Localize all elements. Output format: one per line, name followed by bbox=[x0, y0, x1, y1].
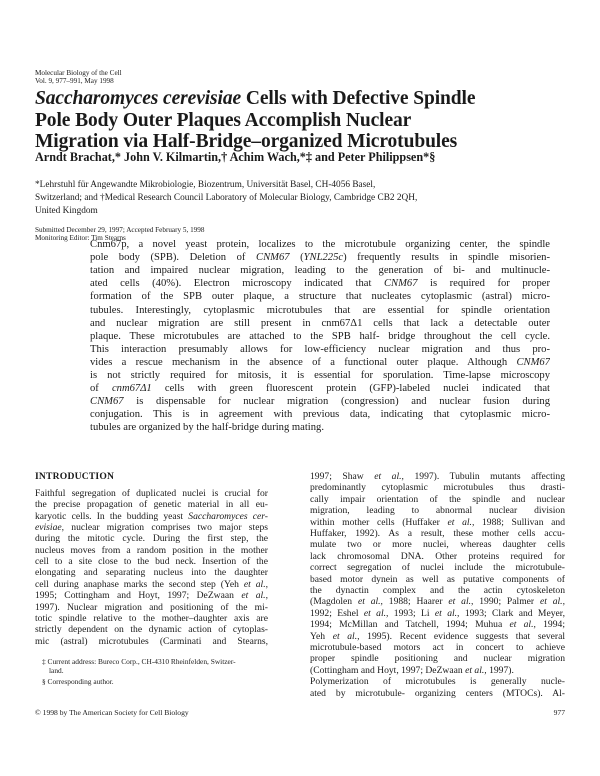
text-run: pole body (SPB). Deletion of bbox=[90, 252, 257, 264]
italic-text: et al., bbox=[243, 578, 268, 590]
text-run: (Magdolen bbox=[310, 596, 358, 608]
text-line bbox=[35, 499, 268, 511]
text-run: Yeh bbox=[310, 630, 333, 642]
text-run: 1994; bbox=[535, 619, 565, 631]
page-number: 977 bbox=[553, 708, 565, 717]
text-line bbox=[90, 369, 550, 382]
text-line bbox=[35, 511, 268, 523]
text-line bbox=[90, 290, 550, 303]
text-run: conjugation. This is in agreement with previous data, indicating that cytoplasmic micro- bbox=[90, 409, 550, 421]
italic-text: Saccharomyces cerevisiae bbox=[35, 88, 242, 109]
text-line bbox=[35, 545, 268, 557]
text-line bbox=[310, 688, 565, 700]
authors: Arndt Brachat,* John V. Kilmartin,† Achim Wach,*‡ and Peter Philippsen*§ bbox=[35, 150, 436, 164]
text-run: This interaction presumably allows for low-efficiency nuclear migration and thus pro- bbox=[90, 343, 550, 355]
footnote: § Corresponding author. bbox=[42, 677, 114, 686]
text-run: 1995). Recent evidence suggests that several bbox=[359, 630, 565, 642]
text-run: Faithful segregation of duplicated nuclei is crucial for bbox=[35, 488, 268, 499]
text-line bbox=[90, 264, 550, 277]
text-run: 1997). Tubulin mutants affecting bbox=[403, 471, 565, 482]
text-run: tubules. Interestingly, cytoplasmic microtubules that are essential for spindle orientation bbox=[90, 304, 550, 316]
text-run: is required for proper bbox=[417, 278, 550, 290]
text-run: strictly dependent on the dynamic action of cytoplas- bbox=[35, 624, 268, 636]
italic-text: et al., bbox=[241, 590, 268, 602]
footnote: land. bbox=[49, 666, 64, 675]
text-line bbox=[310, 665, 565, 677]
text-run: and nuclear migration are still present in cnm67Δ1 cells that lack a detectable outer bbox=[90, 317, 550, 329]
text-line bbox=[35, 522, 268, 534]
text-run: Pole Body Outer Plaques Accomplish Nuclear bbox=[35, 109, 412, 131]
text-line bbox=[90, 251, 550, 264]
text-line bbox=[35, 613, 268, 625]
text-run: is not strictly required for mitosis, it is essential for sporulation. Time-lapse microscopy bbox=[90, 370, 550, 381]
text-run: mulate two or more nuclei, whereas daughter cells bbox=[310, 539, 565, 551]
italic-text: et al., bbox=[539, 596, 565, 608]
text-line bbox=[35, 590, 268, 602]
text-run: 1990; Palmer bbox=[473, 596, 540, 608]
journal-volume: Vol. 9, 977–991, May 1998 bbox=[35, 77, 114, 85]
text-run: vides a rescue mechanism in the absence of a functional outer plaque. Although bbox=[90, 356, 517, 368]
text-run: the dynactin complex and the actin cytoskeleton bbox=[310, 585, 565, 596]
text-line bbox=[90, 277, 550, 290]
text-run: lack chromosomal DNA. Other proteins required for bbox=[310, 550, 565, 562]
text-line bbox=[35, 556, 268, 568]
text-run: ) frequently results in spindle misorien- bbox=[343, 252, 550, 264]
text-line bbox=[310, 505, 565, 517]
text-run: 1993; Clark and Meyer, bbox=[459, 607, 565, 619]
text-run: Polymerization of microtubules is generally nucle- bbox=[310, 676, 565, 688]
text-run: 1988; Sullivan and bbox=[474, 516, 565, 528]
text-run: cell during anaphase marks the second step (Yeh bbox=[35, 578, 244, 590]
text-line bbox=[310, 653, 565, 665]
text-line bbox=[90, 408, 550, 421]
text-line bbox=[90, 304, 550, 317]
text-run: within mother cells (Huffaker bbox=[310, 516, 448, 528]
text-run: is dispensable for nuclear migration (congression) and nuclear fusion during bbox=[123, 396, 550, 408]
text-line bbox=[310, 608, 565, 620]
italic-text: evisiae, bbox=[35, 522, 65, 534]
affiliation-line: *Lehrstuhl für Angewandte Mikrobiologie, Biozentrum, Universität Basel, CH-4056 Basel, bbox=[35, 180, 376, 190]
text-line bbox=[310, 528, 565, 540]
text-line bbox=[310, 471, 565, 483]
text-run: Huffaker, 1992). As a result, these mother cells accu- bbox=[310, 528, 565, 539]
italic-text: et al., bbox=[509, 619, 536, 631]
footnote: ‡ Current address: Bureco Corp., CH-4310 Rheinfelden, Switzer- bbox=[42, 657, 236, 666]
italic-text: et al., bbox=[374, 471, 404, 482]
text-run: proper spindle positioning and nuclear migration bbox=[310, 653, 565, 665]
text-line bbox=[310, 676, 565, 688]
italic-text: Saccharomyces cer- bbox=[188, 510, 268, 522]
text-line bbox=[310, 596, 565, 608]
text-run: nucleus moves from a random position in the mother bbox=[35, 544, 268, 556]
text-line bbox=[90, 343, 550, 356]
text-run: 1993; Li bbox=[388, 607, 435, 619]
text-run: the precise propagation of genetic material in all eu- bbox=[35, 499, 268, 511]
text-run: totic spindle relative to the mother–daughter axis are bbox=[35, 612, 268, 624]
journal-name: Molecular Biology of the Cell bbox=[35, 69, 122, 77]
text-run: during the mitotic cycle. During the first step, the bbox=[35, 533, 268, 545]
text-line bbox=[310, 642, 565, 654]
text-line bbox=[310, 574, 565, 586]
italic-text: et al., bbox=[363, 607, 389, 619]
text-run: correct segregation of nuclei include the microtubule- bbox=[310, 562, 565, 574]
title-line bbox=[35, 110, 411, 132]
text-line bbox=[310, 562, 565, 574]
italic-text: et al., bbox=[448, 596, 474, 608]
monitoring-editor: Monitoring Editor: Tim Stearns bbox=[35, 234, 126, 242]
text-line bbox=[35, 533, 268, 545]
affiliation-line: Switzerland; and †Medical Research Council Laboratory of Molecular Biology, Cambridge CB2 2QH, bbox=[35, 193, 418, 203]
title-line bbox=[35, 88, 475, 110]
text-run: ( bbox=[289, 252, 304, 264]
text-run: of bbox=[90, 383, 112, 395]
text-run: karyotic cells. In the budding yeast bbox=[35, 510, 189, 522]
text-run: Cells with Defective Spindle bbox=[241, 88, 476, 109]
text-line bbox=[90, 356, 550, 369]
text-run: 1988; Haarer bbox=[382, 596, 449, 608]
text-line bbox=[310, 494, 565, 506]
text-line bbox=[35, 579, 268, 591]
text-line bbox=[310, 539, 565, 551]
text-run: tation and impaired nuclear migration, leading to the generation of bi- and multinucle- bbox=[90, 265, 550, 277]
italic-text: et al., bbox=[434, 607, 460, 619]
text-run: plaque. These microtubules are attached to the SPB half- bridge throughout the cell cycle. bbox=[90, 330, 550, 342]
submission-dates: Submitted December 29, 1997; Accepted February 5, 1998 bbox=[35, 226, 205, 234]
italic-text: et al., bbox=[357, 596, 383, 608]
italic-text: CNM67 bbox=[516, 356, 550, 368]
text-line bbox=[310, 517, 565, 529]
text-line bbox=[310, 619, 565, 631]
italic-text: cnm67Δ1 bbox=[111, 383, 152, 395]
text-line bbox=[90, 382, 550, 395]
text-line bbox=[90, 421, 550, 434]
italic-text: et al., bbox=[447, 516, 475, 528]
text-line bbox=[90, 238, 550, 251]
affiliation-line: United Kingdom bbox=[35, 206, 98, 216]
text-run: ated cells (40%). Electron microscopy indicated that bbox=[90, 278, 384, 290]
text-run: Cnm67p, a novel yeast protein, localizes to the microtubule organizing center, the spindle bbox=[90, 239, 550, 250]
text-line bbox=[90, 330, 550, 343]
text-line bbox=[310, 631, 565, 643]
text-run: 1995; Cottingham and Hoyt, 1997; DeZwaan bbox=[35, 590, 242, 602]
italic-text: YNL225c bbox=[303, 252, 344, 264]
text-run: 1997). Nuclear migration and positioning of the mi- bbox=[35, 601, 268, 613]
text-line bbox=[35, 488, 268, 500]
text-run: Migration via Half-Bridge–organized Microtubules bbox=[35, 131, 458, 152]
text-run: nuclear migration comprises two major steps bbox=[64, 522, 268, 534]
italic-text: et al., bbox=[465, 664, 487, 676]
section-heading-introduction: INTRODUCTION bbox=[35, 471, 115, 482]
text-run: predominantly cytoplasmic microtubules thus drasti- bbox=[310, 482, 565, 494]
text-line bbox=[90, 395, 550, 408]
text-run: (Cottingham and Hoyt, 1997; DeZwaan bbox=[310, 664, 466, 676]
text-run: ated by microtubule- organizing centers (MTOCs). Al- bbox=[310, 687, 565, 699]
text-run: migration, leading to abnormal nuclear division bbox=[310, 505, 565, 517]
text-run: cally impair orientation of the spindle and nuclear bbox=[310, 493, 565, 505]
text-run: elongating and separating nucleus into the daughter bbox=[35, 567, 268, 579]
text-line bbox=[35, 602, 268, 614]
text-line bbox=[35, 636, 268, 648]
text-run: based motor dynein as well as putative components of bbox=[310, 573, 565, 585]
text-line bbox=[35, 567, 268, 579]
text-run: 1992; Eshel bbox=[310, 607, 364, 619]
italic-text: CNM67 bbox=[90, 396, 124, 408]
text-run: 1994; McMillan and Tatchell, 1994; Muhua bbox=[310, 619, 510, 631]
italic-text: et al., bbox=[332, 630, 360, 642]
text-line bbox=[90, 317, 550, 330]
text-line bbox=[35, 624, 268, 636]
text-run: cell to a site close to the bud neck. Insertion of the bbox=[35, 556, 268, 568]
text-line bbox=[310, 482, 565, 494]
text-line bbox=[310, 551, 565, 563]
italic-text: CNM67 bbox=[383, 278, 418, 290]
copyright: © 1998 by The American Society for Cell Biology bbox=[35, 708, 189, 717]
text-run: formation of the SPB outer plaque, a structure that nucleates cytoplasmic (astral) micro- bbox=[90, 291, 550, 303]
text-run: tubules are organized by the half-bridge during mating. bbox=[90, 422, 324, 434]
text-run: 1997; Shaw bbox=[310, 471, 375, 482]
text-run: cells with green fluorescent protein (GFP)-labeled nuclei indicated that bbox=[151, 383, 550, 395]
text-run: microtubule-based motors act in concert to achieve bbox=[310, 642, 565, 653]
text-line bbox=[310, 585, 565, 597]
italic-text: CNM67 bbox=[256, 252, 290, 264]
text-run: mic (astral) microtubules (Carminati and Stearns, bbox=[35, 635, 268, 647]
text-run: 1997). bbox=[486, 664, 514, 676]
